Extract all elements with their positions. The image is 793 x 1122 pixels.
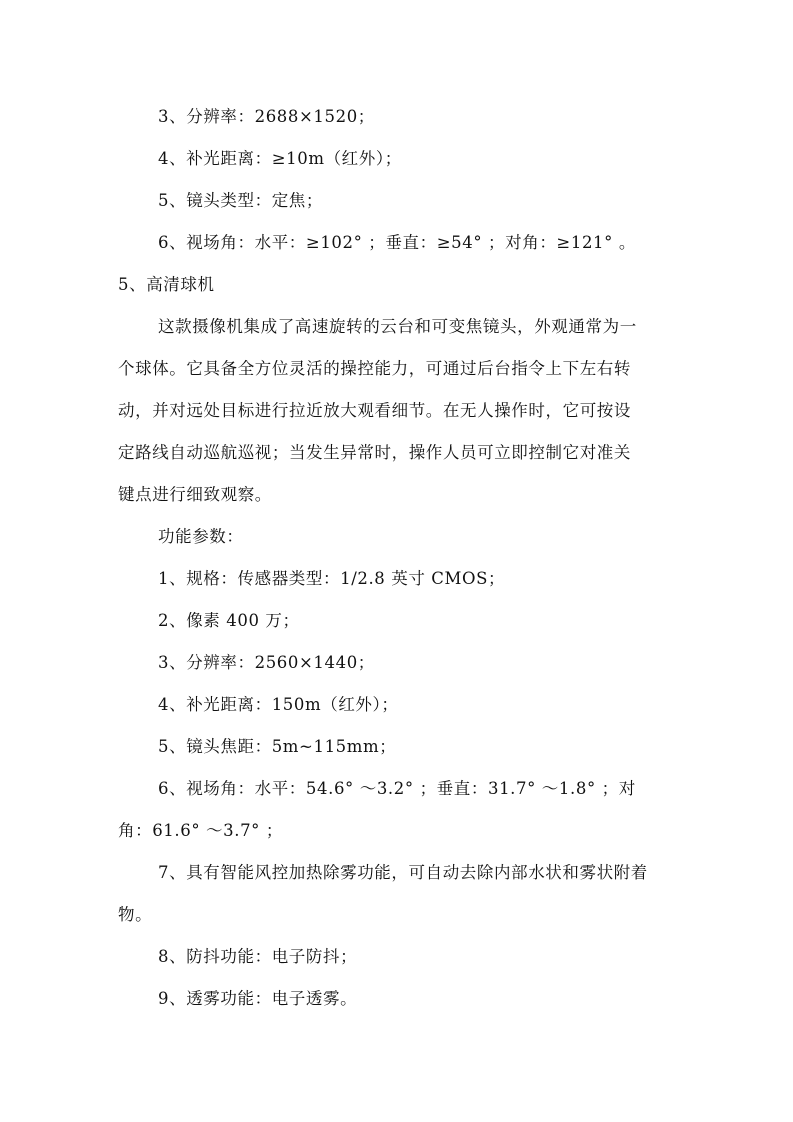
param-defog-cont-line: 物。 [118,905,153,924]
function-params-heading: 功能参数： [158,527,244,546]
description-line-5: 键点进行细致观察。 [118,485,272,504]
param-fill-light-line-2: 4、补光距离：150m（红外）； [158,695,399,714]
param-focal-length-line: 5、镜头焦距：5m~115mm； [158,737,397,756]
section-heading: 5、高清球机 [118,275,215,294]
param-field-of-view-cont-line: 角：61.6° ～3.7° ； [118,821,283,840]
description-line-3: 动，并对远处目标进行拉近放大观看细节。在无人操作时，它可按设 [118,401,631,420]
param-lens-type-line: 5、镜头类型：定焦； [158,191,323,210]
param-resolution-line: 3、分辨率：2688×1520； [158,107,375,126]
description-line-1: 这款摄像机集成了高速旋转的云台和可变焦镜头，外观通常为一 [158,317,637,336]
param-fog-penetration-line: 9、透雾功能：电子透雾。 [158,989,358,1008]
description-line-4: 定路线自动巡航巡视；当发生异常时，操作人员可立即控制它对准关 [118,443,631,462]
param-stabilization-line: 8、防抖功能：电子防抖； [158,947,358,966]
param-resolution-line-2: 3、分辨率：2560×1440； [158,653,375,672]
param-field-of-view-line: 6、视场角：水平：≥102° ；垂直：≥54° ；对角：≥121° 。 [158,233,636,252]
param-fill-light-line: 4、补光距离：≥10m（红外）； [158,149,402,168]
param-defog-line: 7、具有智能风控加热除雾功能，可自动去除内部水状和雾状附着 [158,863,648,882]
param-field-of-view-line-2: 6、视场角：水平：54.6° ～3.2° ；垂直：31.7° ～1.8° ；对 [158,779,636,798]
param-spec-line: 1、规格：传感器类型：1/2.8 英寸 CMOS； [158,569,506,588]
param-pixels-line: 2、像素 400 万； [158,611,300,630]
description-line-2: 个球体。它具备全方位灵活的操控能力，可通过后台指令上下左右转 [118,359,631,378]
